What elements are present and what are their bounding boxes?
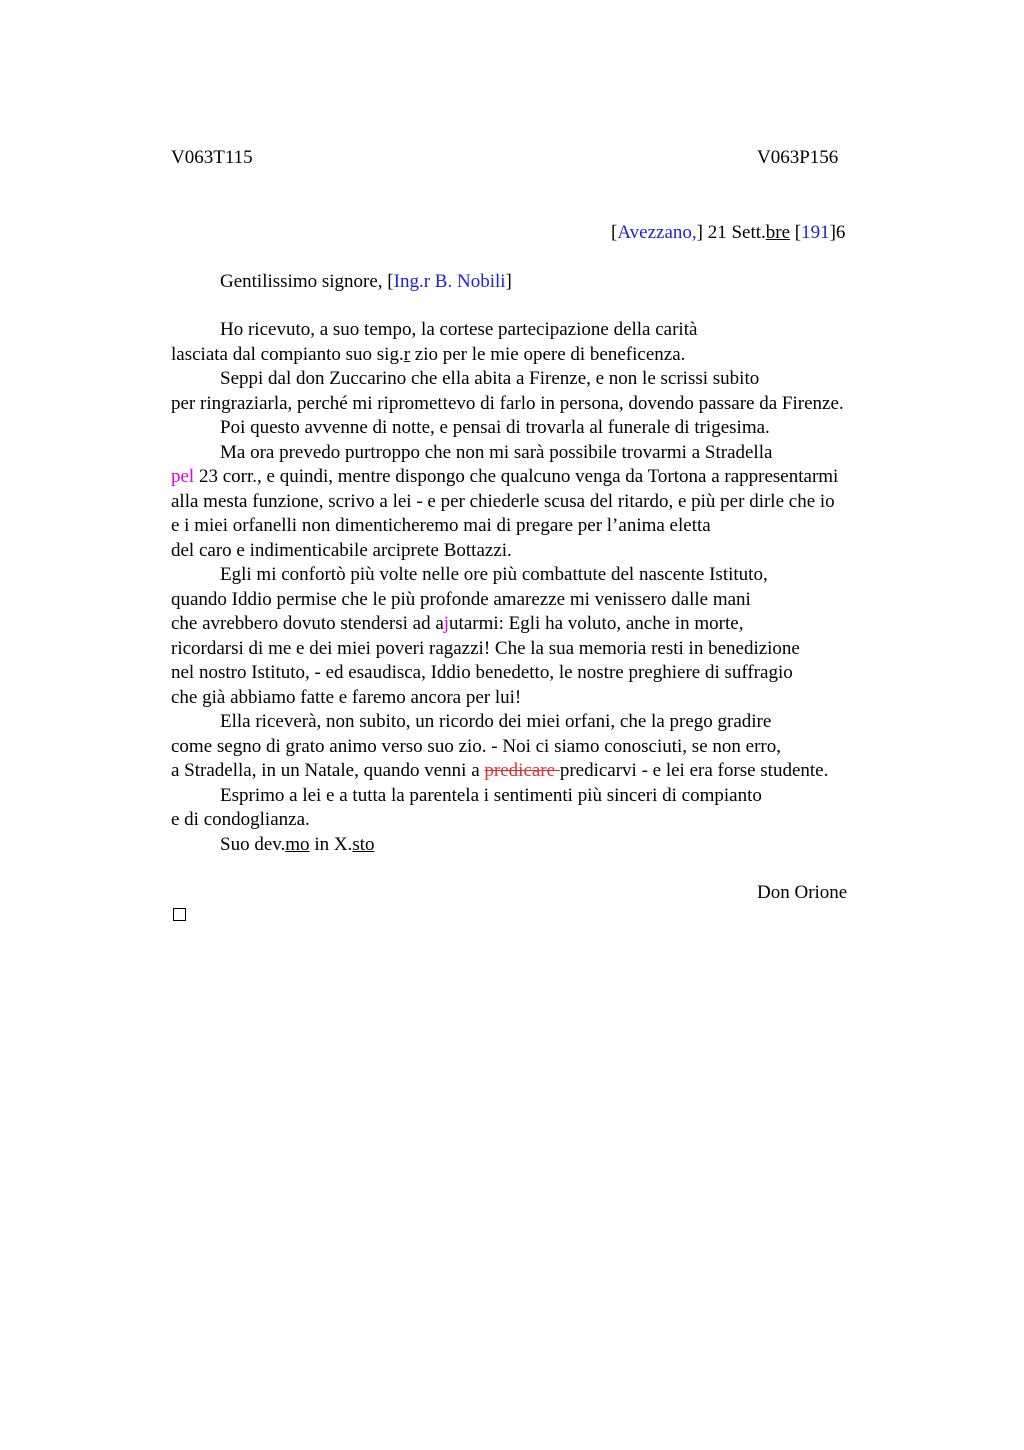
body-line: nel nostro Istituto, - ed esaudisca, Iddio benedetto, le nostre preghiere di suffragio bbox=[171, 662, 793, 683]
body-line: Ho ricevuto, a suo tempo, la cortese partecipazione della carità bbox=[220, 319, 698, 340]
year-editorial: 191 bbox=[801, 222, 830, 243]
doc-code-right: V063P156 bbox=[757, 147, 839, 168]
body-line: Egli mi confortò più volte nelle ore più combattute del nascente Istituto, bbox=[220, 564, 768, 585]
body-line: del caro e indimenticabile arciprete Bottazzi. bbox=[171, 540, 512, 561]
body-line: Seppi dal don Zuccarino che ella abita a Firenze, e non le scrissi subito bbox=[220, 368, 760, 389]
body-line: che avrebbero dovuto stendersi ad ajutarmi: Egli ha voluto, anche in morte, bbox=[171, 613, 744, 634]
recipient-name: Ing.r B. Nobili bbox=[393, 271, 506, 292]
body-line: che già abbiamo fatte e faremo ancora per lui! bbox=[171, 687, 522, 708]
doc-code-left: V063T115 bbox=[171, 147, 253, 168]
body-line: pel 23 corr., e quindi, mentre dispongo che qualcuno venga da Tortona a rappresentarmi bbox=[171, 466, 839, 487]
body-line: e di condoglianza. bbox=[171, 809, 310, 830]
body-line: per ringraziarla, perché mi ripromettevo di farlo in persona, dovendo passare da Firenze. bbox=[171, 393, 844, 414]
body-line: Esprimo a lei e a tutta la parentela i sentimenti più sinceri di compianto bbox=[220, 785, 762, 806]
body-line: lasciata dal compianto suo sig.r zio per le mie opere di beneficenza. bbox=[171, 344, 686, 365]
closing-formula: Suo dev.mo in X.sto bbox=[220, 834, 375, 855]
variant-letter: j bbox=[443, 613, 450, 634]
body-line: Ma ora prevedo purtroppo che non mi sarà possibile trovarmi a Stradella bbox=[220, 442, 773, 463]
dateline: [Avezzano,] 21 Sett.bre [191]6 bbox=[611, 222, 846, 243]
body-line: e i miei orfanelli non dimenticheremo mai di pregare per l’anima eletta bbox=[171, 515, 711, 536]
body-line: Ella riceverà, non subito, un ricordo dei miei orfani, che la prego gradire bbox=[220, 711, 772, 732]
body-line: alla mesta funzione, scrivo a lei - e per chiederle scusa del ritardo, e più per dirle che io bbox=[171, 491, 835, 512]
place-editorial: Avezzano, bbox=[617, 222, 697, 243]
salutation: Gentilissimo signore, [Ing.r B. Nobili] bbox=[220, 271, 512, 292]
signature: Don Orione bbox=[757, 882, 848, 903]
body-line: come segno di grato animo verso suo zio. - Noi ci siamo conosciuti, se non erro, bbox=[171, 736, 781, 757]
deleted-word: predicare bbox=[484, 760, 560, 781]
body-line: quando Iddio permise che le più profonde amarezze mi venissero dalle mani bbox=[171, 589, 751, 610]
body-line: a Stradella, in un Natale, quando venni a predicare predicarvi - e lei era forse studente. bbox=[171, 760, 829, 781]
variant-word: pel bbox=[171, 466, 195, 487]
body-line: Poi questo avvenne di notte, e pensai di trovarla al funerale di trigesima. bbox=[220, 417, 770, 438]
body-line: ricordarsi di me e dei miei poveri ragazzi! Che la sua memoria resti in benedizione bbox=[171, 638, 800, 659]
checkbox-icon bbox=[173, 908, 186, 921]
